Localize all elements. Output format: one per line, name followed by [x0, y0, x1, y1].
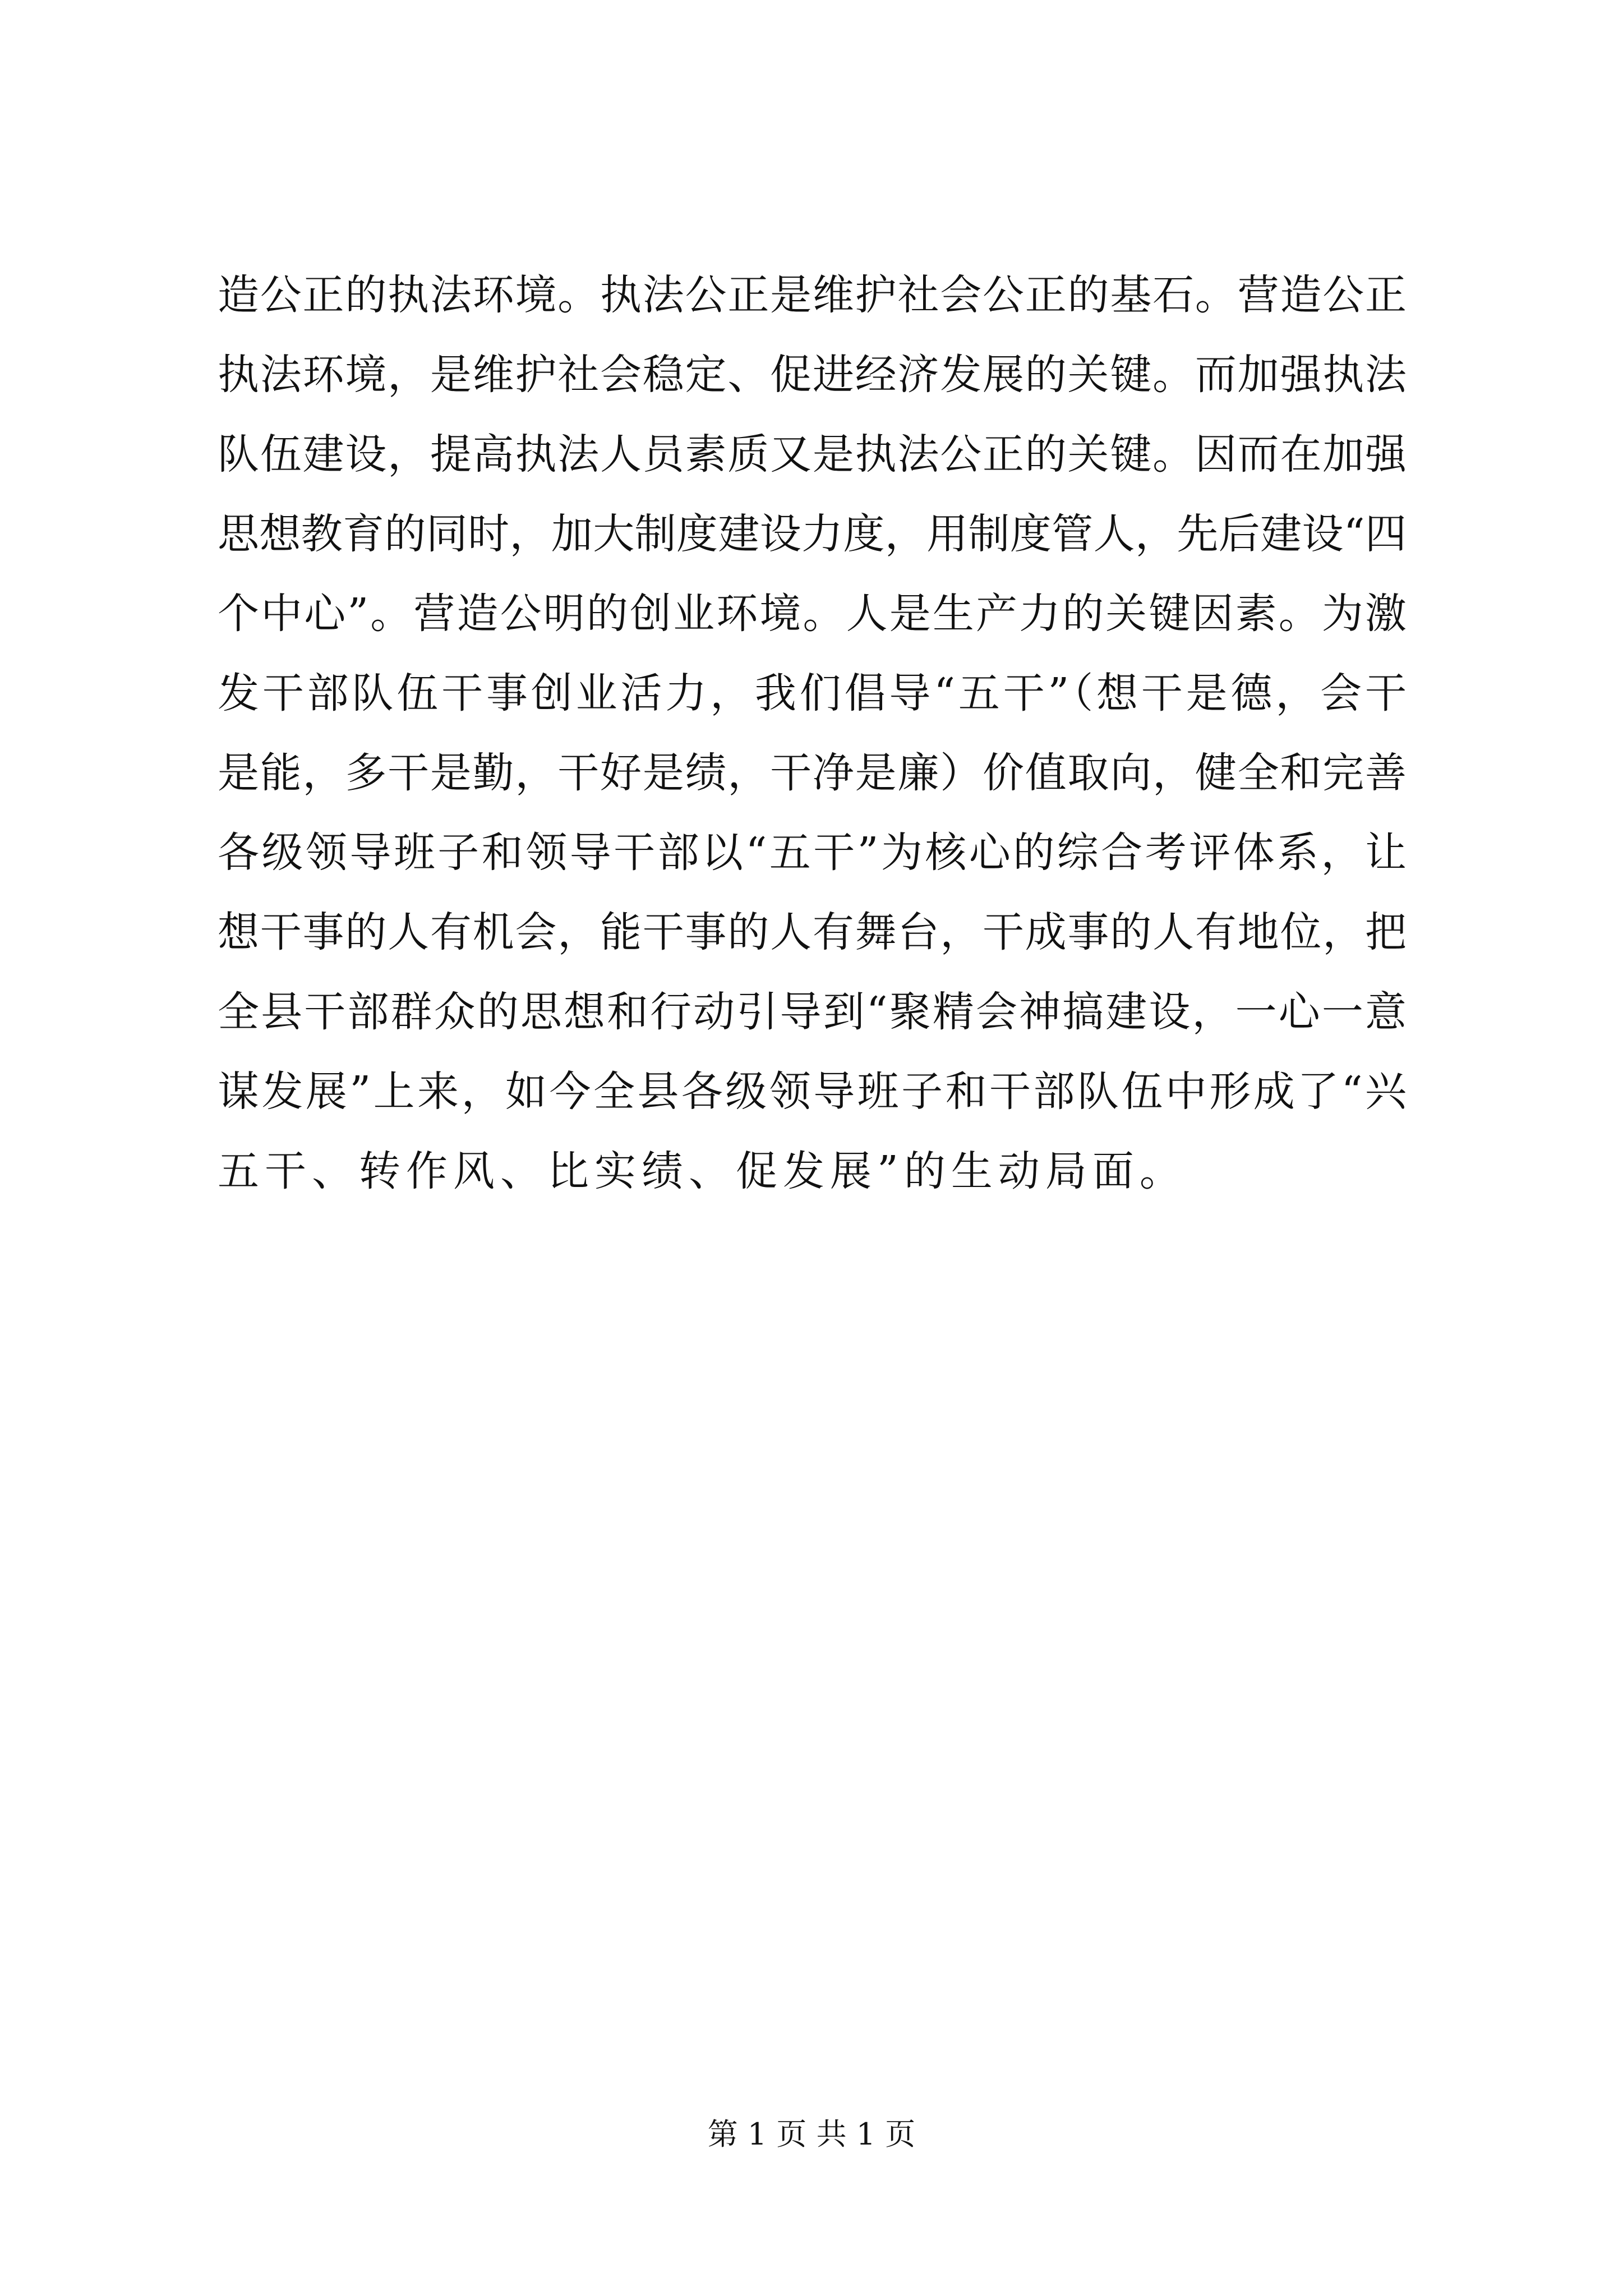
text-line-8: 各级领导班子和领导干部以“五干”为核心的综合考评体系，让 [218, 829, 1407, 877]
text-line-5: 个中心”。营造公明的创业环境。人是生产力的关键因素。为激 [218, 590, 1407, 638]
text-line-11: 谋发展”上来，如今全县各级领导班子和干部队伍中形成了“兴 [218, 1068, 1407, 1116]
text-line-7: 是能，多干是勤，干好是绩，干净是廉）价值取向，健全和完善 [218, 749, 1407, 797]
text-line-3: 队伍建设，提高执法人员素质又是执法公正的关键。因而在加强 [218, 430, 1407, 478]
text-line-4: 思想教育的同时，加大制度建设力度，用制度管人，先后建设“四 [218, 510, 1407, 558]
text-line-9: 想干事的人有机会，能干事的人有舞台，干成事的人有地位，把 [218, 908, 1407, 956]
text-line-2: 执法环境，是维护社会稳定、促进经济发展的关键。而加强执法 [218, 351, 1407, 399]
text-line-6: 发干部队伍干事创业活力，我们倡导“五干”（想干是德，会干 [218, 669, 1407, 717]
text-line-1: 造公正的执法环境。执法公正是维护社会公正的基石。营造公正 [218, 271, 1407, 319]
text-line-10: 全县干部群众的思想和行动引导到“聚精会神搞建设，一心一意 [218, 988, 1407, 1036]
text-line-12: 五干、转作风、比实绩、促发展”的生动局面。 [218, 1147, 1187, 1195]
body-paragraph [218, 255, 1407, 1211]
page-footer: 第 1 页 共 1 页 [707, 2116, 916, 2152]
